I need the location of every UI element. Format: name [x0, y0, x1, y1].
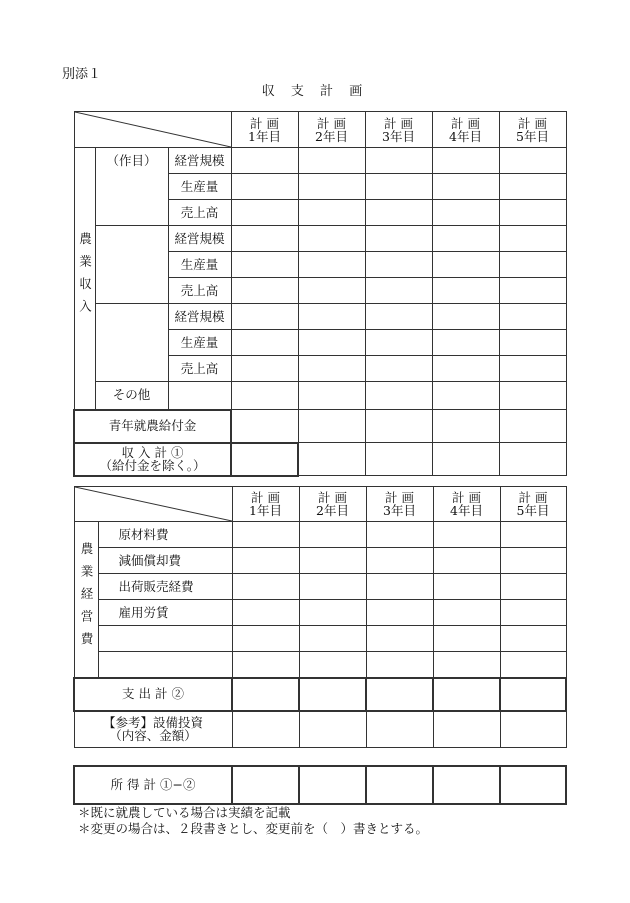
expense-cell[interactable]	[366, 548, 433, 574]
metric-label: 経営規模	[168, 148, 231, 174]
expense-cell[interactable]	[500, 626, 566, 652]
metric-label: 売上高	[168, 356, 231, 382]
metric-label: 生産量	[168, 174, 231, 200]
income-cell[interactable]	[298, 304, 365, 330]
net-income-cell[interactable]	[299, 766, 366, 804]
net-income-cell[interactable]	[366, 766, 433, 804]
expense-total-cell[interactable]	[500, 678, 566, 711]
investment-cell[interactable]	[500, 711, 566, 748]
expense-cell[interactable]	[299, 522, 366, 548]
income-total-cell[interactable]	[499, 443, 566, 476]
expense-cell[interactable]	[433, 652, 500, 678]
expense-cell[interactable]	[500, 548, 566, 574]
investment-cell[interactable]	[299, 711, 366, 748]
expense-item-label: 原材料費	[98, 522, 232, 548]
expense-cell[interactable]	[366, 652, 433, 678]
income-cell[interactable]	[365, 174, 432, 200]
income-cell[interactable]	[499, 330, 566, 356]
net-income-table	[73, 765, 567, 805]
investment-cell[interactable]	[366, 711, 433, 748]
income-cell[interactable]	[365, 356, 432, 382]
metric-label: 売上高	[168, 278, 231, 304]
other-blank-cell[interactable]	[168, 382, 231, 410]
income-cell[interactable]	[231, 356, 298, 382]
expense-total-cell[interactable]	[299, 678, 366, 711]
note-item: ＊変更の場合は、２段書きとし、変更前を（ ）書きとする。	[78, 821, 429, 836]
expense-cell[interactable]	[366, 522, 433, 548]
page-title: 収 支 計 画	[261, 84, 369, 99]
expense-cell[interactable]	[500, 574, 566, 600]
grant-cell[interactable]	[231, 410, 298, 443]
expense-category-label: 農業経営費	[79, 541, 94, 654]
income-total-cell[interactable]	[298, 443, 365, 476]
notes	[78, 805, 428, 837]
expense-category-cell	[74, 522, 98, 678]
income-cell[interactable]	[298, 148, 365, 174]
income-cell[interactable]	[298, 330, 365, 356]
income-cell[interactable]	[432, 200, 499, 226]
year-header: 計 画 3年目	[366, 487, 433, 522]
crop-label: （作目）	[95, 148, 168, 226]
year-header: 計 画 1年目	[232, 487, 299, 522]
grant-cell[interactable]	[432, 410, 499, 443]
metric-label: 売上高	[168, 200, 231, 226]
year-header: 計 画 2年目	[298, 112, 365, 148]
income-cell[interactable]	[298, 356, 365, 382]
income-total-cell[interactable]	[432, 443, 499, 476]
net-income-label: 所 得 計 ①−②	[74, 766, 232, 804]
metric-label: 生産量	[168, 252, 231, 278]
income-cell[interactable]	[231, 278, 298, 304]
income-cell[interactable]	[298, 252, 365, 278]
expense-item-label: 出荷販売経費	[98, 574, 232, 600]
metric-label: 経営規模	[168, 226, 231, 252]
income-cell[interactable]	[365, 278, 432, 304]
expense-cell[interactable]	[299, 626, 366, 652]
year-header: 計 画 5年目	[500, 487, 566, 522]
expense-total-cell[interactable]	[433, 678, 500, 711]
year-header: 計 画 2年目	[299, 487, 366, 522]
expense-cell[interactable]	[366, 574, 433, 600]
income-cell[interactable]	[499, 200, 566, 226]
income-cell[interactable]	[231, 382, 298, 410]
income-cell[interactable]	[432, 174, 499, 200]
expense-cell[interactable]	[299, 600, 366, 626]
income-cell[interactable]	[432, 330, 499, 356]
income-cell[interactable]	[365, 330, 432, 356]
year-header: 計 画 4年目	[433, 487, 500, 522]
grant-cell[interactable]	[499, 410, 566, 443]
expense-cell[interactable]	[299, 652, 366, 678]
income-cell[interactable]	[499, 304, 566, 330]
income-cell[interactable]	[499, 382, 566, 410]
year-header: 計 画 3年目	[365, 112, 432, 148]
expense-table	[73, 486, 567, 748]
expense-cell[interactable]	[299, 548, 366, 574]
expense-cell[interactable]	[433, 548, 500, 574]
income-cell[interactable]	[365, 252, 432, 278]
income-cell[interactable]	[365, 200, 432, 226]
expense-cell[interactable]	[500, 522, 566, 548]
expense-cell[interactable]	[433, 574, 500, 600]
expense-cell[interactable]	[500, 652, 566, 678]
expense-cell[interactable]	[433, 522, 500, 548]
income-cell[interactable]	[298, 278, 365, 304]
income-cell[interactable]	[432, 148, 499, 174]
expense-cell[interactable]	[366, 626, 433, 652]
income-cell[interactable]	[365, 382, 432, 410]
income-cell[interactable]	[231, 252, 298, 278]
income-cell[interactable]	[432, 382, 499, 410]
expense-total-cell[interactable]	[366, 678, 433, 711]
year-header: 計 画 4年目	[432, 112, 499, 148]
expense-cell[interactable]	[299, 574, 366, 600]
crop-blank-cell[interactable]	[95, 304, 168, 382]
income-cell[interactable]	[298, 174, 365, 200]
expense-cell[interactable]	[232, 574, 299, 600]
income-cell[interactable]	[499, 278, 566, 304]
income-cell[interactable]	[499, 226, 566, 252]
expense-cell[interactable]	[232, 626, 299, 652]
income-total-label: 収 入 計 ① （給付金を除く。）	[74, 443, 231, 476]
income-cell[interactable]	[499, 148, 566, 174]
income-cell[interactable]	[365, 226, 432, 252]
net-income-cell[interactable]	[433, 766, 500, 804]
income-cell[interactable]	[499, 252, 566, 278]
income-cell[interactable]	[499, 356, 566, 382]
expense-cell[interactable]	[366, 600, 433, 626]
net-income-cell[interactable]	[232, 766, 299, 804]
expense-item-label: 減価償却費	[98, 548, 232, 574]
net-income-cell[interactable]	[500, 766, 566, 804]
income-cell[interactable]	[298, 200, 365, 226]
income-cell[interactable]	[298, 226, 365, 252]
income-cell[interactable]	[432, 278, 499, 304]
expense-cell[interactable]	[433, 600, 500, 626]
grant-cell[interactable]	[365, 410, 432, 443]
expense-total-cell[interactable]	[232, 678, 299, 711]
expense-total-label: 支 出 計 ②	[74, 678, 232, 711]
income-table	[73, 111, 567, 477]
income-cell[interactable]	[499, 174, 566, 200]
income-cell[interactable]	[231, 330, 298, 356]
expense-cell[interactable]	[232, 600, 299, 626]
header-diagonal-cell	[74, 112, 231, 148]
income-cell[interactable]	[231, 174, 298, 200]
expense-item-label: 雇用労賃	[98, 600, 232, 626]
investment-reference-label: 【参考】設備投資 （内容、金額）	[74, 711, 232, 748]
income-cell[interactable]	[432, 304, 499, 330]
income-category-cell	[74, 148, 95, 410]
income-cell[interactable]	[231, 200, 298, 226]
grant-cell[interactable]	[298, 410, 365, 443]
income-category-label: 農業収入	[77, 231, 93, 322]
income-cell[interactable]	[365, 304, 432, 330]
expense-cell[interactable]	[232, 548, 299, 574]
expense-item-label[interactable]	[98, 626, 232, 652]
metric-label: 経営規模	[168, 304, 231, 330]
income-cell[interactable]	[231, 304, 298, 330]
income-cell[interactable]	[298, 382, 365, 410]
year-header: 計 画 5年目	[499, 112, 566, 148]
expense-cell[interactable]	[232, 522, 299, 548]
metric-label: 生産量	[168, 330, 231, 356]
note-item: ＊既に就農している場合は実績を記載	[78, 805, 291, 820]
income-cell[interactable]	[432, 356, 499, 382]
expense-cell[interactable]	[433, 626, 500, 652]
income-cell[interactable]	[231, 148, 298, 174]
income-total-cell[interactable]	[231, 443, 298, 476]
investment-cell[interactable]	[232, 711, 299, 748]
header-diagonal-cell	[74, 487, 232, 522]
year-header: 計 画 1年目	[231, 112, 298, 148]
income-total-cell[interactable]	[365, 443, 432, 476]
expense-item-label[interactable]	[98, 652, 232, 678]
investment-cell[interactable]	[433, 711, 500, 748]
attachment-label: 別添１	[62, 67, 102, 82]
income-cell[interactable]	[365, 148, 432, 174]
expense-cell[interactable]	[232, 652, 299, 678]
grant-label: 青年就農給付金	[74, 410, 231, 443]
crop-blank-cell[interactable]	[95, 226, 168, 304]
income-cell[interactable]	[231, 226, 298, 252]
income-cell[interactable]	[432, 252, 499, 278]
expense-cell[interactable]	[500, 600, 566, 626]
income-cell[interactable]	[432, 226, 499, 252]
other-label: その他	[95, 382, 168, 410]
